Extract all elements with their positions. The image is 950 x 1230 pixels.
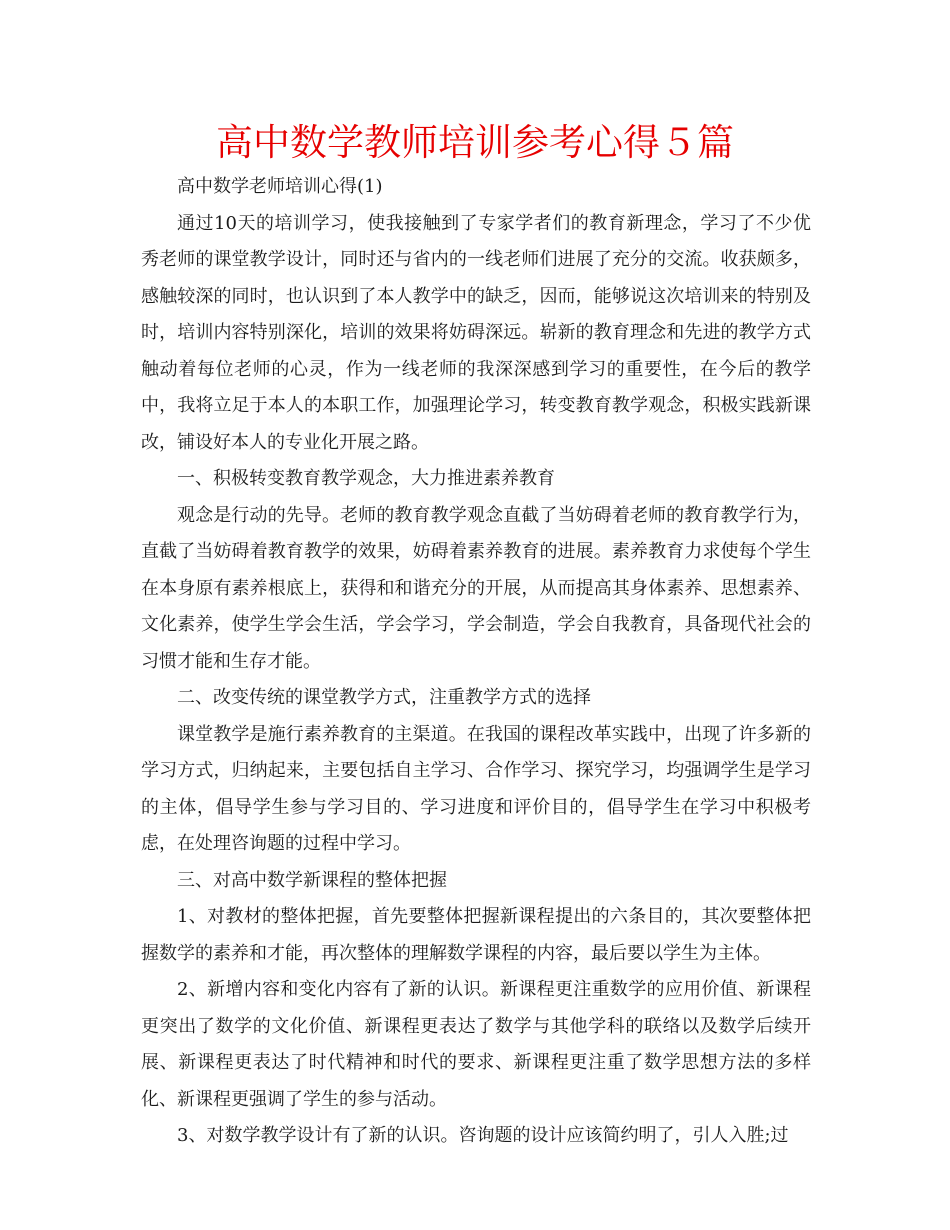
paragraph-section-2: 课堂教学是施行素养教育的主渠道。在我国的课程改革实践中，出现了许多新的学习方式，归纳起来，主要包括自主学习、合作学习、探究学习，均强调学生是学习的主体，倡导学生参与学习目的、学习进度和评价目的，倡导学生在学习中积极考虑，在处理咨询题的过程中学习。 bbox=[141, 723, 811, 854]
paragraph-item-3: 3、对数学教学设计有了新的认识。咨询题的设计应该简约明了，引人入胜;过 bbox=[177, 1125, 789, 1146]
document-body bbox=[141, 169, 811, 1155]
page-title: 高中数学教师培训参考心得５篇 bbox=[216, 121, 734, 164]
paragraph-item-2: 2、新增内容和变化内容有了新的认识。新课程更注重数学的应用价值、新课程更突出了数学的文化价值、新课程更表达了数学与其他学科的联络以及数学后续开展、新课程更表达了时代精神和时代的要求、新课程更注重了数学思想方法的多样化、新课程更强调了学生的参与活动。 bbox=[141, 979, 811, 1110]
document-subtitle: 高中数学老师培训心得(1) bbox=[177, 176, 383, 197]
paragraph-section-1: 观念是行动的先导。老师的教育教学观念直截了当妨碍着老师的教育教学行为，直截了当妨碍着教育教学的效果，妨碍着素养教育的进展。素养教育力求使每个学生在本身原有素养根底上，获得和和谐充分的开展，从而提高其身体素养、思想素养、文化素养，使学生学会生活，学会学习，学会制造，学会自我教育，具备现代社会的习惯才能和生存才能。 bbox=[141, 504, 811, 672]
paragraph-intro: 通过10天的培训学习，使我接触到了专家学者们的教育新理念，学习了不少优秀老师的课堂教学设计，同时还与省内的一线老师们进展了充分的交流。收获颇多，感触较深的同时，也认识到了本人教学中的缺乏，因而，能够说这次培训来的特别及时，培训内容特别深化，培训的效果将妨碍深远。崭新的教育理念和先进的教学方式触动着每位老师的心灵，作为一线老师的我深深感到学习的重要性，在今后的教学中，我将立足于本人的本职工作，加强理论学习，转变教育教学观念，积极实践新课改，铺设好本人的专业化开展之路。 bbox=[141, 212, 811, 453]
section-heading-3: 三、对高中数学新课程的整体把握 bbox=[177, 869, 447, 891]
section-heading-1: 一、积极转变教育教学观念，大力推进素养教育 bbox=[177, 468, 555, 489]
section-heading-2: 二、改变传统的课堂教学方式，注重教学方式的选择 bbox=[177, 687, 591, 708]
paragraph-item-1: 1、对教材的整体把握，首先要整体把握新课程提出的六条目的，其次要整体把握数学的素养和才能，再次整体的理解数学课程的内容，最后要以学生为主体。 bbox=[141, 906, 811, 964]
